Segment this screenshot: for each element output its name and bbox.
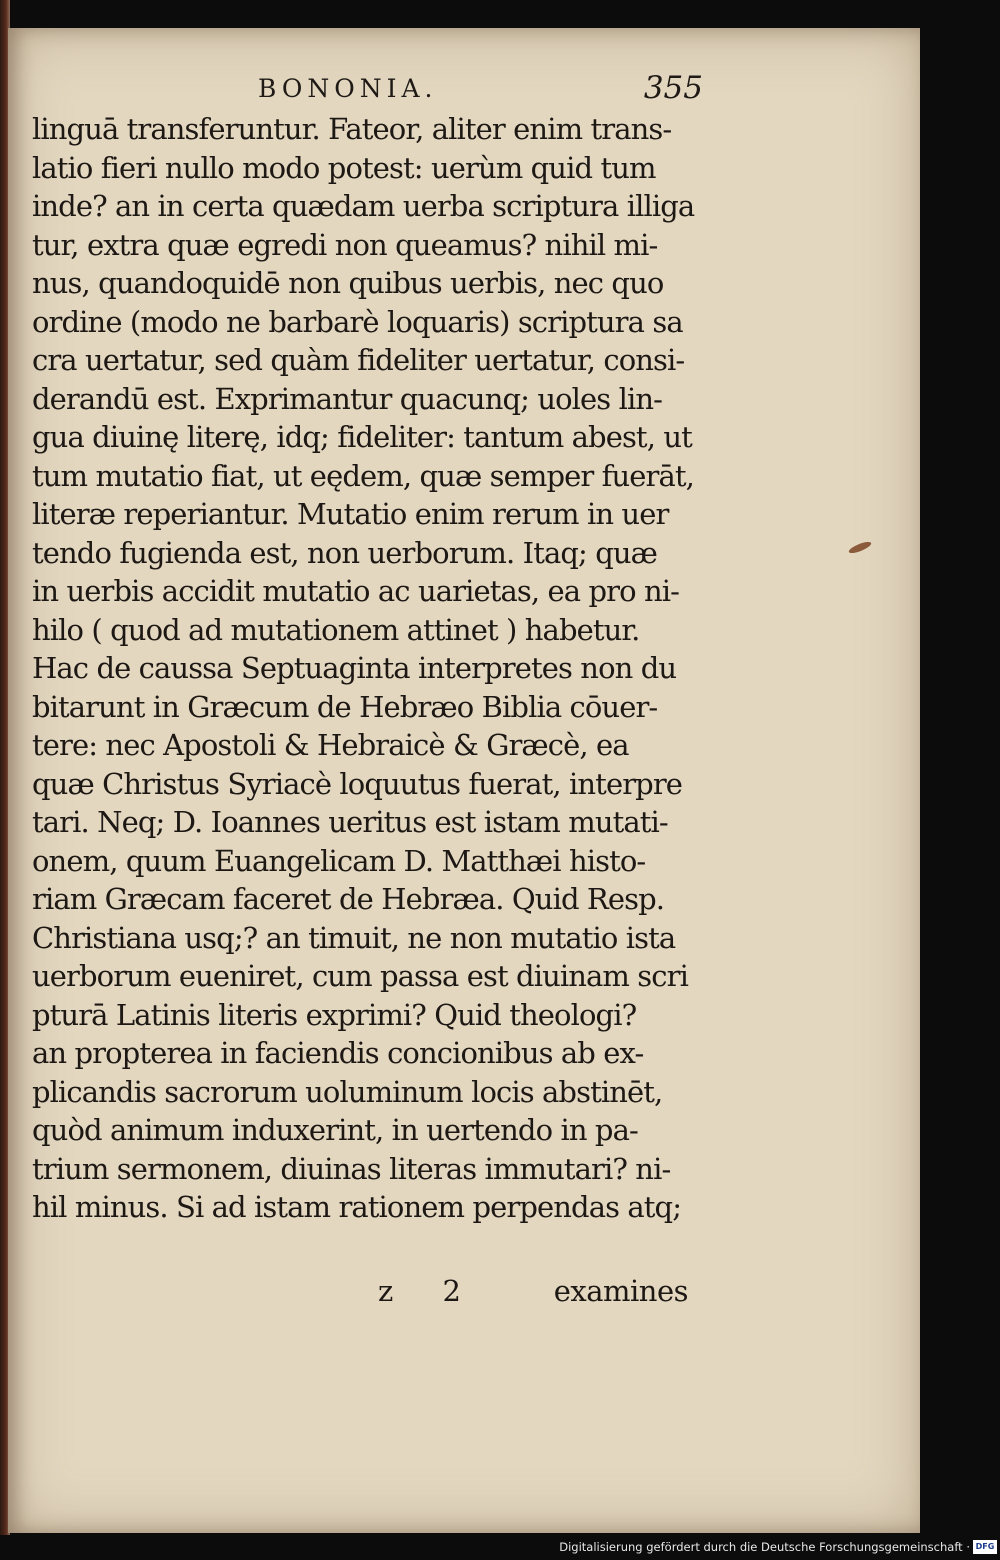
- text-line: bitarunt in Græcum de Hebræo Biblia cōuer-: [32, 689, 658, 724]
- page-foot-line: [28, 1274, 688, 1314]
- text-line: tere: nec Apostoli & Hebraicè & Græcè, ea: [32, 728, 629, 762]
- digitization-footer: [0, 1536, 1000, 1560]
- text-line: literæ reperiantur. Mutatio enim rerum in uer: [32, 497, 669, 531]
- text-line: riam Græcam faceret de Hebræa. Quid Resp.: [32, 882, 665, 916]
- text-line: cra uertatur, sed quàm fideliter uertatur, consi-: [32, 343, 685, 377]
- text-line: onem, quum Euangelicam D. Matthæi histo-: [32, 843, 646, 878]
- text-line: hilo ( quod ad mutationem attinet ) habetur.: [32, 612, 640, 647]
- page-header: [258, 68, 703, 108]
- text-line: linguā transferuntur. Fateor, aliter enim trans-: [32, 112, 672, 146]
- text-line: gua diuinę literę, idq; fideliter: tantum abest, ut: [32, 420, 692, 454]
- text-line: in uerbis accidit mutatio ac uarietas, ea pro ni-: [32, 574, 680, 608]
- text-line: pturā Latinis literis exprimi? Quid theologi?: [32, 997, 637, 1032]
- text-line: trium sermonem, diuinas literas immutari? ni-: [32, 1151, 671, 1186]
- text-line: nus, quandoquidē non quibus uerbis, nec quo: [32, 266, 664, 300]
- text-line: tendo fugienda est, non uerborum. Itaq; quæ: [32, 535, 658, 570]
- text-line: tari. Neq; D. Ioannes ueritus est istam mutati-: [32, 805, 668, 839]
- text-line: latio fieri nullo modo potest: uerùm quid tum: [32, 150, 656, 185]
- text-line: ordine (modo ne barbarè loquaris) scriptura sa: [32, 304, 683, 339]
- text-line: derandū est. Exprimantur quacunq; uoles lin-: [32, 381, 663, 416]
- text-line: an propterea in faciendis concionibus ab ex-: [32, 1036, 644, 1070]
- text-line: Christiana usq;? an timuit, ne non mutatio ista: [32, 920, 676, 955]
- text-line: tur, extra quæ egredi non queamus? nihil mi-: [32, 227, 658, 262]
- ink-stain: [848, 540, 873, 555]
- funding-credit: Digitalisierung gefördert durch die Deutsche Forschungsgemeinschaft ·: [559, 1540, 970, 1554]
- text-line: Hac de caussa Septuaginta interpretes non du: [32, 651, 677, 685]
- text-line: plicandis sacrorum uoluminum locis abstinēt,: [32, 1074, 663, 1109]
- running-head: BONONIA.: [258, 74, 438, 103]
- text-line: quòd animum induxerint, in uertendo in pa-: [32, 1113, 638, 1147]
- text-line: quæ Christus Syriacè loquutus fuerat, interpre: [32, 766, 683, 801]
- text-line: uerborum eueniret, cum passa est diuinam scri: [32, 959, 688, 993]
- text-line: hil minus. Si ad istam rationem perpendas atq;: [32, 1190, 682, 1224]
- text-line: inde? an in certa quædam uerba scriptura illiga: [32, 189, 695, 223]
- page-number: 355: [643, 70, 703, 106]
- signature-mark: z 2: [378, 1274, 481, 1308]
- catchword: examines: [553, 1274, 688, 1308]
- text-line: tum mutatio fiat, ut eędem, quæ semper fuerāt,: [32, 458, 694, 493]
- dfg-logo-icon: DFG: [973, 1540, 997, 1554]
- body-text: [32, 110, 707, 1227]
- book-page: [8, 28, 920, 1533]
